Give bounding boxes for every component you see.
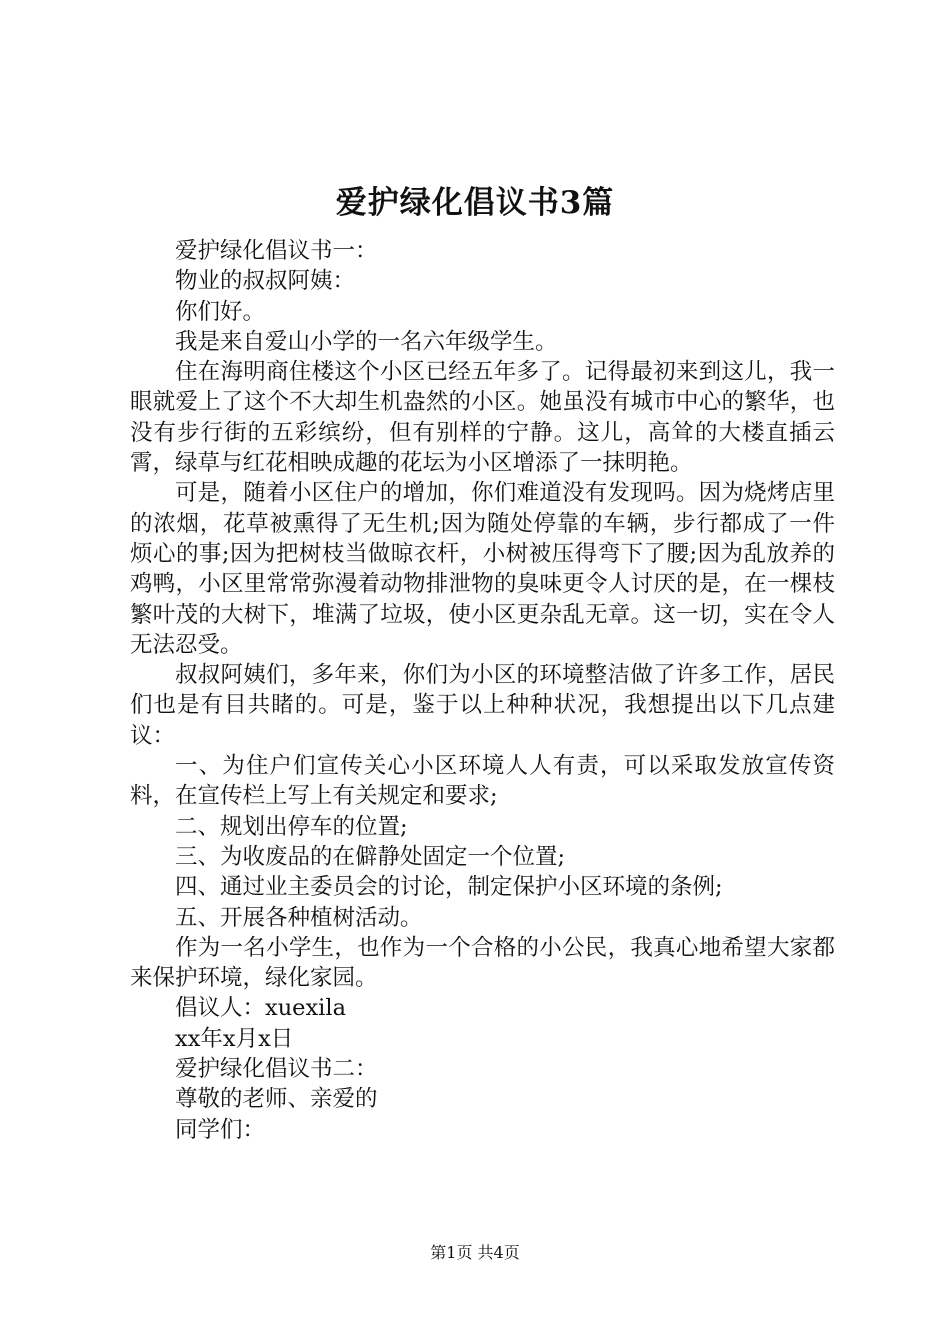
paragraph: 你们好。 (175, 298, 266, 325)
paragraph: 可是，随着小区住户的增加，你们难道没有发现吗。因为烧烤店里的浓烟，花草被熏得了无生机;因为随处停靠的车辆，步行都成了一件烦心的事;因为把树枝当做晾衣杆，小树被压得弯下了腰;因为乱放养的鸡鸭，小区里常常弥漫着动物排泄物的臭味更令人讨厌的是，在一棵枝繁叶茂的大树下，堆满了垃圾，使小区更杂乱无章。这一切，实在令人无法忍受。 (130, 480, 835, 658)
section-heading: 爱护绿化倡议书二： (175, 1056, 378, 1083)
page-footer: 第1页 共4页 (430, 1243, 520, 1262)
signature-line: 倡议人：xuexila (175, 995, 346, 1022)
paragraph: 物业的叔叔阿姨： (175, 268, 356, 295)
paragraph: 四、通过业主委员会的讨论，制定保护小区环境的条例; (175, 874, 723, 901)
paragraph: 叔叔阿姨们，多年来，你们为小区的环境整洁做了许多工作，居民们也是有目共睹的。可是，鉴于以上种种状况，我想提出以下几点建议： (130, 662, 835, 749)
paragraph: 一、为住户们宣传关心小区环境人人有责，可以采取发放宣传资料，在宣传栏上写上有关规定和要求; (130, 753, 835, 810)
paragraph: 爱护绿化倡议书一： (175, 238, 378, 264)
document-title: 爱护绿化倡议书3篇 (335, 185, 615, 221)
date-line: xx年x月x日 (175, 1025, 294, 1052)
paragraph: 三、为收废品的在僻静处固定一个位置; (175, 843, 566, 870)
paragraph: 二、规划出停车的位置; (175, 813, 408, 840)
paragraph: 作为一名小学生，也作为一个合格的小公民，我真心地希望大家都来保护环境，绿化家园。 (130, 934, 835, 992)
paragraph: 同学们： (175, 1116, 266, 1143)
document-body (130, 236, 835, 1145)
paragraph: 我是来自爱山小学的一名六年级学生。 (175, 328, 558, 355)
paragraph: 住在海明商住楼这个小区已经五年多了。记得最初来到这儿，我一眼就爱上了这个不大却生机盎然的小区。她虽没有城市中心的繁华，也没有步行街的五彩缤纷，但有别样的宁静。这儿，高耸的大楼直插云霄，绿草与红花相映成趣的花坛为小区增添了一抹明艳。 (130, 359, 835, 477)
paragraph: 尊敬的老师、亲爱的 (175, 1086, 378, 1113)
paragraph: 五、开展各种植树活动。 (175, 904, 423, 931)
